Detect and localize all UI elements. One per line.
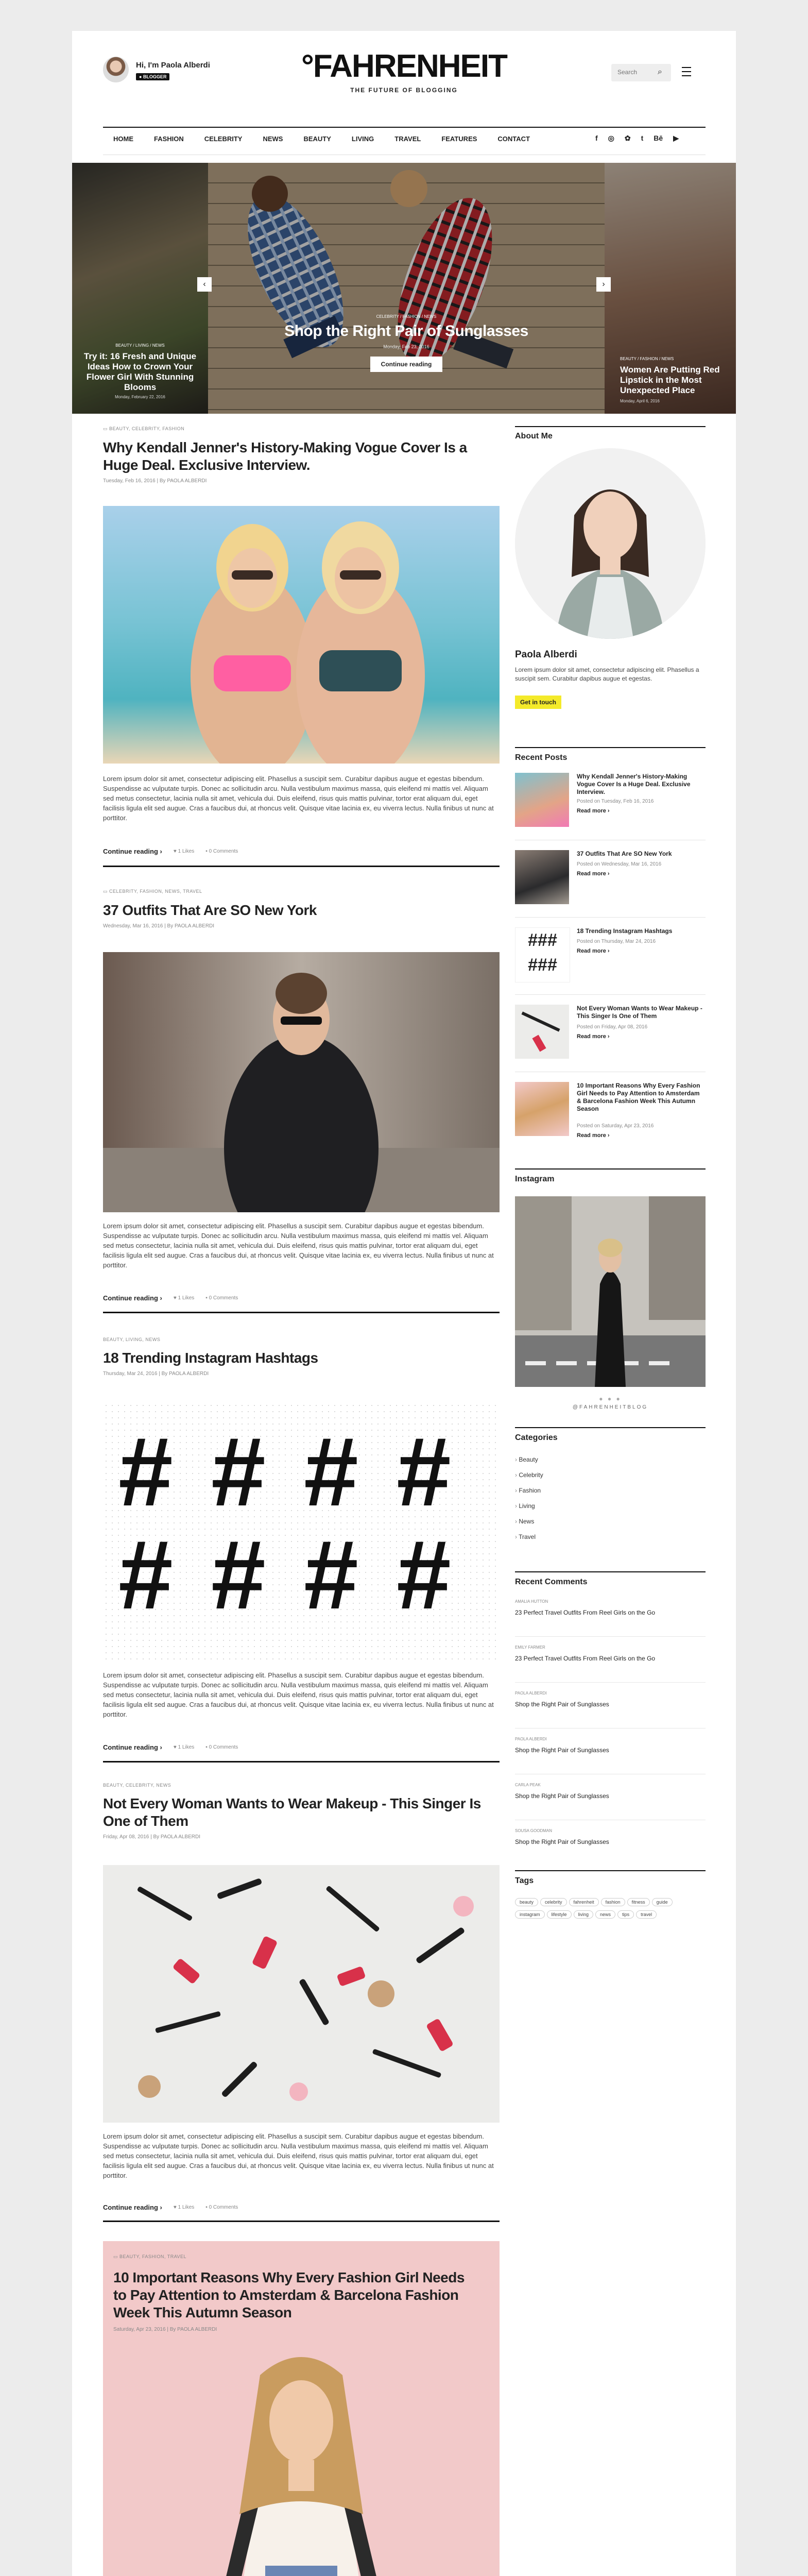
post-1-comments-count: 0 Comments [209,849,238,854]
comment-post-link[interactable]: 23 Perfect Travel Outfits From Reel Girls on the Go [515,1655,656,1662]
nav-item-travel[interactable]: TRAVEL [394,135,421,143]
post-4-divider [103,2221,500,2222]
post-4-likes[interactable] [174,2205,194,2210]
nav-item-features[interactable]: FEATURES [441,135,477,143]
thumb-lipstick [532,1035,546,1052]
recent-post-thumb[interactable] [515,850,569,904]
post-1-continue-label: Continue reading [103,848,158,855]
post-1-excerpt: Lorem ipsum dolor sit amet, consectetur adipiscing elit. Phasellus a suscipit sem. Curabitur dapibus augue et egestas bibendum. Suspendisse ac vulputate turpis. Donec ac sollicitudin arcu. Nulla vestibulum maximus massa, quis eleifend mi mattis vel. Aliquam sed metus consectetur, lacinia nulla sit amet, vehicula dui. Duis eleifend, risus quis mattis pulvinar, tortor erat aliquam dui, eget facilisis ligula elit sed augue. Cras a faucibus dui, at rhoncus velit. Quisque vitae lacinia ex, eu viverra lectus. Nulla finibus ut nunc at porttitor. [103,775,494,822]
category-link[interactable]: › Celebrity [515,1467,706,1483]
post-3-likes[interactable] [174,1744,194,1750]
heart-icon: ♥ [173,849,178,854]
post-5-photo[interactable] [198,2344,404,2576]
hashtag-icon: # [118,1417,173,1527]
recent-divider [515,917,706,918]
post-3-category [103,1337,500,1342]
slide-continue-button[interactable]: Continue reading [370,357,442,372]
slide-right-date: Monday, April 6, 2016 [620,399,660,403]
tag-pill[interactable]: living [574,1910,594,1919]
recent-divider [515,994,706,995]
twitter-icon[interactable]: t [641,134,644,142]
post-2-date: Wednesday, Mar 16, 2016 [103,923,163,929]
search-input[interactable] [616,68,655,76]
post-3-continue-label: Continue reading [103,1743,158,1751]
behance-icon[interactable]: Bē [654,134,663,142]
post-1-comments[interactable] [205,849,238,854]
recent-posts-heading: Recent Posts [515,753,568,762]
comment-icon: ▪ [205,2205,209,2210]
recent-post-read-more[interactable]: Read more › [577,1033,610,1040]
recent-post-date: Posted on Thursday, Mar 24, 2016 [577,939,656,944]
recent-post-date: Posted on Friday, Apr 08, 2016 [577,1024,648,1030]
post-4-footer [103,2204,500,2211]
post-2-continue-link[interactable] [103,1294,162,1302]
post-2-image[interactable] [103,952,500,1212]
post-2-continue-label: Continue reading [103,1294,158,1302]
hashtag-icon: # [304,1520,358,1630]
post-3-continue-link[interactable] [103,1743,162,1751]
post-3: BEAUTY, LIVING, NEWS 18 Trending Instagram Hashtags Thursday, Mar 24, 2016 | By PAOLA ALBERDI [103,1337,500,1377]
header-greeting: Hi, I'm Paola Alberdi [136,61,210,70]
comment-item [515,1828,706,1859]
sidebar-about-rule [515,426,706,427]
recent-post-item[interactable] [515,927,706,984]
tag-pill[interactable]: fahrenheit [569,1898,599,1906]
post-5-date: Saturday, Apr 23, 2016 [113,2327,166,2332]
comment-item [515,1645,706,1683]
heart-icon: ♥ [173,1295,178,1301]
post-4-image[interactable] [103,1865,500,2123]
post-2-likes[interactable] [174,1295,194,1301]
slide-left-title[interactable]: Try it: 16 Fresh and Unique Ideas How to Crown Your Flower Girl With Stunning Blooms [83,351,197,392]
post-2-category [103,889,500,894]
slide-left-image[interactable] [72,163,208,414]
tag-pill[interactable]: fitness [627,1898,650,1906]
post-4-likes-count: 1 Likes [178,2205,195,2210]
instagram-icon[interactable]: ◎ [608,134,614,142]
badge-label: BLOGGER [143,74,167,79]
nav-top-rule [103,127,706,128]
recent-post-item[interactable] [515,850,706,907]
pinterest-icon[interactable]: ✿ [624,134,631,142]
post-3-date: Thursday, Mar 24, 2016 [103,1371,158,1377]
tag-pill[interactable]: guide [652,1898,673,1906]
post-1-likes-count: 1 Likes [178,849,195,854]
post-3-likes-count: 1 Likes [178,1744,195,1750]
recent-post-date: Posted on Wednesday, Mar 16, 2016 [577,861,662,867]
post-2-excerpt: Lorem ipsum dolor sit amet, consectetur adipiscing elit. Phasellus a suscipit sem. Curabitur dapibus augue et egestas bibendum. Suspendisse ac vulputate turpis. Donec ac sollicitudin arcu. Nulla vestibulum maximus massa, quis eleifend mi mattis vel. Aliquam sed metus consectetur, lacinia nulla sit amet, vehicula dui. Duis eleifend, risus quis mattis pulvinar, tortor erat aliquam dui, eget facilisis ligula elit sed augue. Cras a faucibus dui, at rhoncus velit. Quisque vitae lacinia ex, eu viverra lectus. Nulla finibus ut nunc at porttitor. [103,1222,494,1269]
post-4-comments-count: 0 Comments [209,2205,238,2210]
nav-item-fashion[interactable]: FASHION [154,135,184,143]
youtube-icon[interactable]: ▶ [673,134,679,142]
category-link[interactable]: › Fashion [515,1483,706,1498]
hashtag-icon: # [397,1520,451,1630]
recent-post-title[interactable]: 37 Outfits That Are SO New York [577,850,672,857]
slide-center-date: Monday, Feb 23, 2016 [383,344,429,349]
slider-prev-arrow-icon[interactable]: ‹ [197,277,212,292]
recent-post-title[interactable]: Not Every Woman Wants to Wear Makeup - This Singer Is One of Them [577,1005,702,1020]
categories-heading: Categories [515,1433,558,1442]
post-1: ▭ BEAUTY, CELEBRITY, FASHION Why Kendall Jenner's History-Making Vogue Cover Is a Huge Deal. Exclusive Interview. Tuesday, Feb 16, 2016 | By PAOLA ALBERDI [103,426,500,484]
post-4-author[interactable]: By PAOLA ALBERDI [153,1834,200,1840]
post-1-likes[interactable] [174,849,194,854]
social-links [595,134,679,143]
folder-icon: ▭ [103,889,110,894]
recent-post-item[interactable] [515,773,706,829]
post-1-image[interactable] [103,506,500,764]
comment-post-link[interactable]: 23 Perfect Travel Outfits From Reel Girls on the Go [515,1609,656,1616]
arrow-right-icon: › [160,848,162,855]
post-4-continue-label: Continue reading [103,2204,158,2211]
post-1-divider [103,866,500,867]
get-in-touch-button[interactable]: Get in touch [515,696,561,709]
search-box[interactable] [611,64,671,81]
nav-item-living[interactable]: LIVING [351,135,374,143]
slide-left-category: BEAUTY / LIVING / NEWS [115,343,165,348]
about-name: Paola Alberdi [515,649,577,660]
tag-pill[interactable]: beauty [515,1898,538,1906]
slider-next-arrow-icon[interactable]: › [596,277,611,292]
search-icon[interactable]: ⌕ [658,67,662,76]
post-3-comments[interactable] [205,1744,238,1750]
about-text: Lorem ipsum dolor sit amet, consectetur adipiscing elit. Phasellus a suscipit sem. Curabitur dapibus augue et egestas. [515,666,699,682]
post-5-category-label[interactable]: BEAUTY, FASHION, TRAVEL [119,2254,187,2259]
comment-author[interactable]: SOUSA GOODMAN [515,1828,553,1833]
folder-icon: ▭ [113,2254,120,2259]
folder-icon: ▭ [103,426,110,431]
arrow-right-icon: › [160,2204,162,2211]
post-2-footer [103,1294,500,1302]
comment-icon: ▪ [205,1295,209,1301]
comment-author[interactable]: PAOLA ALBERDI [515,1691,547,1696]
post-3-footer [103,1743,500,1751]
recent-post-item[interactable] [515,1005,706,1061]
category-link[interactable]: › Travel [515,1529,706,1545]
tag-pill[interactable]: news [595,1910,615,1919]
about-heading: About Me [515,432,553,440]
thumb-brush [521,1011,560,1031]
post-3-author[interactable]: By PAOLA ALBERDI [161,1371,209,1377]
post-1-author[interactable]: By PAOLA ALBERDI [159,478,207,484]
slide-right-image[interactable] [605,163,736,414]
arrow-right-icon: › [160,1294,162,1302]
post-3-excerpt: Lorem ipsum dolor sit amet, consectetur adipiscing elit. Phasellus a suscipit sem. Curabitur dapibus augue et egestas bibendum. Suspendisse ac vulputate turpis. Donec ac sollicitudin arcu. Nulla vestibulum maximus massa, quis eleifend mi mattis vel. Aliquam sed metus consectetur, lacinia nulla sit amet, vehicula dui. Duis eleifend, risus quis mattis pulvinar, tortor erat aliquam dui, eget facilisis ligula elit sed augue. Cras a faucibus dui, at rhoncus velit. Quisque vitae lacinia ex, eu viverra lectus. Nulla finibus ut nunc at porttitor. [103,1671,494,1718]
post-3-comments-count: 0 Comments [209,1744,238,1750]
post-2-photo [103,952,500,1212]
post-2-likes-count: 1 Likes [178,1295,195,1301]
comment-item [515,1783,706,1820]
post-1-category [103,426,500,432]
post-1-footer [103,848,500,855]
post-4-date: Friday, Apr 08, 2016 [103,1834,149,1840]
tag-pill[interactable]: instagram [515,1910,545,1919]
tag-pill[interactable]: celebrity [540,1898,567,1906]
instagram-dots[interactable]: ● ● ● [599,1395,622,1402]
facebook-icon[interactable]: f [595,134,598,142]
slide-right-title[interactable]: Women Are Putting Red Lipstick in the Most Unexpected Place [620,365,720,395]
page-container [72,31,736,2576]
recent-post-item[interactable] [515,1082,706,1149]
comment-author[interactable]: PAOLA ALBERDI [515,1737,547,1741]
main-nav [113,135,551,147]
sidebar-recent-rule [515,747,706,748]
recent-post-title[interactable]: Why Kendall Jenner's History-Making Vogue Cover Is a Huge Deal. Exclusive Interview. [577,773,691,795]
recent-post-read-more[interactable]: Read more › [577,948,610,954]
post-4-continue-link[interactable] [103,2204,162,2211]
recent-post-thumb-hashtags[interactable]: ### ### [515,927,570,982]
post-5-author[interactable]: By PAOLA ALBERDI [169,2327,217,2332]
post-1-date: Tuesday, Feb 16, 2016 [103,478,156,484]
slide-center-title[interactable]: Shop the Right Pair of Sunglasses [284,323,528,340]
comment-post-link[interactable]: Shop the Right Pair of Sunglasses [515,1838,609,1845]
slide-right-category: BEAUTY / FASHION / NEWS [620,357,674,361]
post-3-category-label[interactable]: BEAUTY, LIVING, NEWS [103,1337,161,1342]
recent-post-thumb[interactable] [515,1082,569,1136]
nav-item-contact[interactable]: CONTACT [497,135,530,143]
nav-item-beauty[interactable]: BEAUTY [303,135,331,143]
instagram-heading: Instagram [515,1175,555,1183]
slide-center-photo [208,163,605,414]
slide-center-category: CELEBRITY / FASHION / NEWS [376,314,437,319]
post-3-title[interactable]: 18 Trending Instagram Hashtags [103,1350,318,1366]
recent-post-thumb[interactable] [515,1005,569,1059]
tag-pill[interactable]: fashion [601,1898,625,1906]
post-4-category [103,1783,500,1788]
post-1-category-label[interactable]: BEAUTY, CELEBRITY, FASHION [109,426,185,431]
post-4-title[interactable]: Not Every Woman Wants to Wear Makeup - This Singer Is One of Them [103,1795,481,1829]
post-2-category-label[interactable]: CELEBRITY, FASHION, NEWS, TRAVEL [109,889,202,894]
recent-post-read-more[interactable]: Read more › [577,871,610,877]
post-2-title[interactable]: 37 Outfits That Are SO New York [103,902,317,918]
about-photo[interactable] [515,448,706,639]
sidebar-categories-rule [515,1427,706,1428]
post-2: ▭ CELEBRITY, FASHION, NEWS, TRAVEL 37 Outfits That Are SO New York Wednesday, Mar 16, 2016 | By PAOLA ALBERDI [103,889,500,929]
recent-post-title[interactable]: 10 Important Reasons Why Every Fashion Girl Needs to Pay Attention to Amsterdam & Barcelona Fashion Week This Autumn Season [577,1082,700,1112]
post-4-photo [103,1865,500,2123]
post-2-divider [103,1312,500,1313]
sidebar-tags-rule [515,1870,706,1871]
post-4-comments[interactable] [205,2205,238,2210]
site-tagline: THE FUTURE OF BLOGGING [350,87,458,94]
hashtag-icon: # [211,1520,266,1630]
post-5-category [113,2251,186,2261]
sidebar-comments-rule [515,1571,706,1572]
tag-pill[interactable]: tips [617,1910,634,1919]
site-logo[interactable]: °FAHRENHEIT [301,48,507,84]
sidebar-instagram-rule [515,1168,706,1170]
comment-author[interactable]: CARLA PEAK [515,1783,541,1787]
category-link[interactable]: › Living [515,1498,706,1514]
hashtag-icon: # [211,1417,266,1527]
instagram-photo [515,1196,706,1387]
post-2-comments-count: 0 Comments [209,1295,238,1301]
about-photo-art [515,448,706,639]
hero-slider [72,163,736,414]
comment-post-link[interactable]: Shop the Right Pair of Sunglasses [515,1792,609,1800]
heart-icon: ♥ [173,1744,178,1750]
category-link[interactable]: › News [515,1514,706,1529]
tags-heading: Tags [515,1876,534,1885]
hashtag-icon: # [304,1417,358,1527]
comment-icon: ▪ [205,1744,209,1750]
tag-cloud [515,1897,706,1922]
hashtag-icon: # [118,1520,173,1630]
instagram-feature-image[interactable] [515,1196,706,1387]
comment-post-link[interactable]: Shop the Right Pair of Sunglasses [515,1747,609,1754]
nav-item-celebrity[interactable]: CELEBRITY [204,135,243,143]
recent-comments-heading: Recent Comments [515,1578,588,1586]
recent-post-read-more[interactable]: Read more › [577,1132,610,1139]
post-2-comments[interactable] [205,1295,238,1301]
post-3-image[interactable] [103,1402,500,1660]
categories-list [515,1452,706,1545]
arrow-right-icon: › [160,1743,162,1751]
recent-post-title[interactable]: 18 Trending Instagram Hashtags [577,927,673,935]
post-2-author[interactable]: By PAOLA ALBERDI [167,923,215,929]
hashtag-icon: # [397,1417,451,1527]
comment-item [515,1737,706,1774]
post-4-excerpt: Lorem ipsum dolor sit amet, consectetur adipiscing elit. Phasellus a suscipit sem. Curabitur dapibus augue et egestas bibendum. Suspendisse ac vulputate turpis. Donec ac sollicitudin arcu. Nulla vestibulum maximus massa, quis eleifend mi mattis vel. Aliquam sed metus consectetur, lacinia nulla sit amet, vehicula dui. Duis eleifend, risus quis mattis pulvinar, tortor erat aliquam dui, eget facilisis ligula elit sed augue. Cras a faucibus dui, at rhoncus velit. Quisque vitae lacinia ex, eu viverra lectus. Nulla finibus ut nunc at porttitor. [103,2132,494,2179]
badge-dot-icon: ● [139,74,143,79]
post-5-featured: ▭ BEAUTY, FASHION, TRAVEL 10 Important Reasons Why Every Fashion Girl Needs to Pay Attention to Amsterdam & Barcelona Fashion Week This Autumn Season Saturday, Apr 23, 2016 | By PAOLA ALBERDI [103,2241,500,2576]
category-link[interactable]: › Beauty [515,1452,706,1467]
recent-comments-list [515,1599,706,1859]
recent-post-date: Posted on Tuesday, Feb 16, 2016 [577,799,654,804]
post-1-photo [103,506,500,764]
comment-author[interactable]: AMALIA HUTTON [515,1599,548,1604]
comment-item [515,1599,706,1637]
instagram-handle[interactable]: @FAHRENHEITBLOG [572,1404,648,1410]
slide-center-image[interactable] [208,163,605,414]
nav-item-home[interactable]: HOME [113,135,133,143]
post-5-title[interactable]: 10 Important Reasons Why Every Fashion Girl Needs to Pay Attention to Amsterdam & Barcelona Fashion Week This Autumn Season [113,2269,465,2320]
slide-left-date: Monday, February 22, 2016 [115,395,165,399]
comment-author[interactable]: EMILY FARMER [515,1645,545,1650]
recent-post-read-more[interactable]: Read more › [577,808,610,814]
post-4-category-label[interactable]: BEAUTY, CELEBRITY, NEWS [103,1783,171,1788]
comment-icon: ▪ [205,849,209,854]
menu-icon[interactable] [682,67,691,76]
post-4: BEAUTY, CELEBRITY, NEWS Not Every Woman Wants to Wear Makeup - This Singer Is One of Them Friday, Apr 08, 2016 | By PAOLA ALBERDI [103,1783,500,1840]
recent-post-date: Posted on Saturday, Apr 23, 2016 [577,1123,654,1129]
heart-icon: ♥ [173,2205,178,2210]
nav-item-news[interactable]: NEWS [263,135,283,143]
tag-pill[interactable]: lifestyle [547,1910,572,1919]
comment-post-link[interactable]: Shop the Right Pair of Sunglasses [515,1701,609,1708]
recent-post-thumb[interactable] [515,773,569,827]
post-1-title[interactable]: Why Kendall Jenner's History-Making Vogue Cover Is a Huge Deal. Exclusive Interview. [103,439,467,473]
post-1-continue-link[interactable] [103,848,162,855]
comment-item [515,1691,706,1728]
post-3-divider [103,1761,500,1762]
tag-pill[interactable]: travel [636,1910,657,1919]
